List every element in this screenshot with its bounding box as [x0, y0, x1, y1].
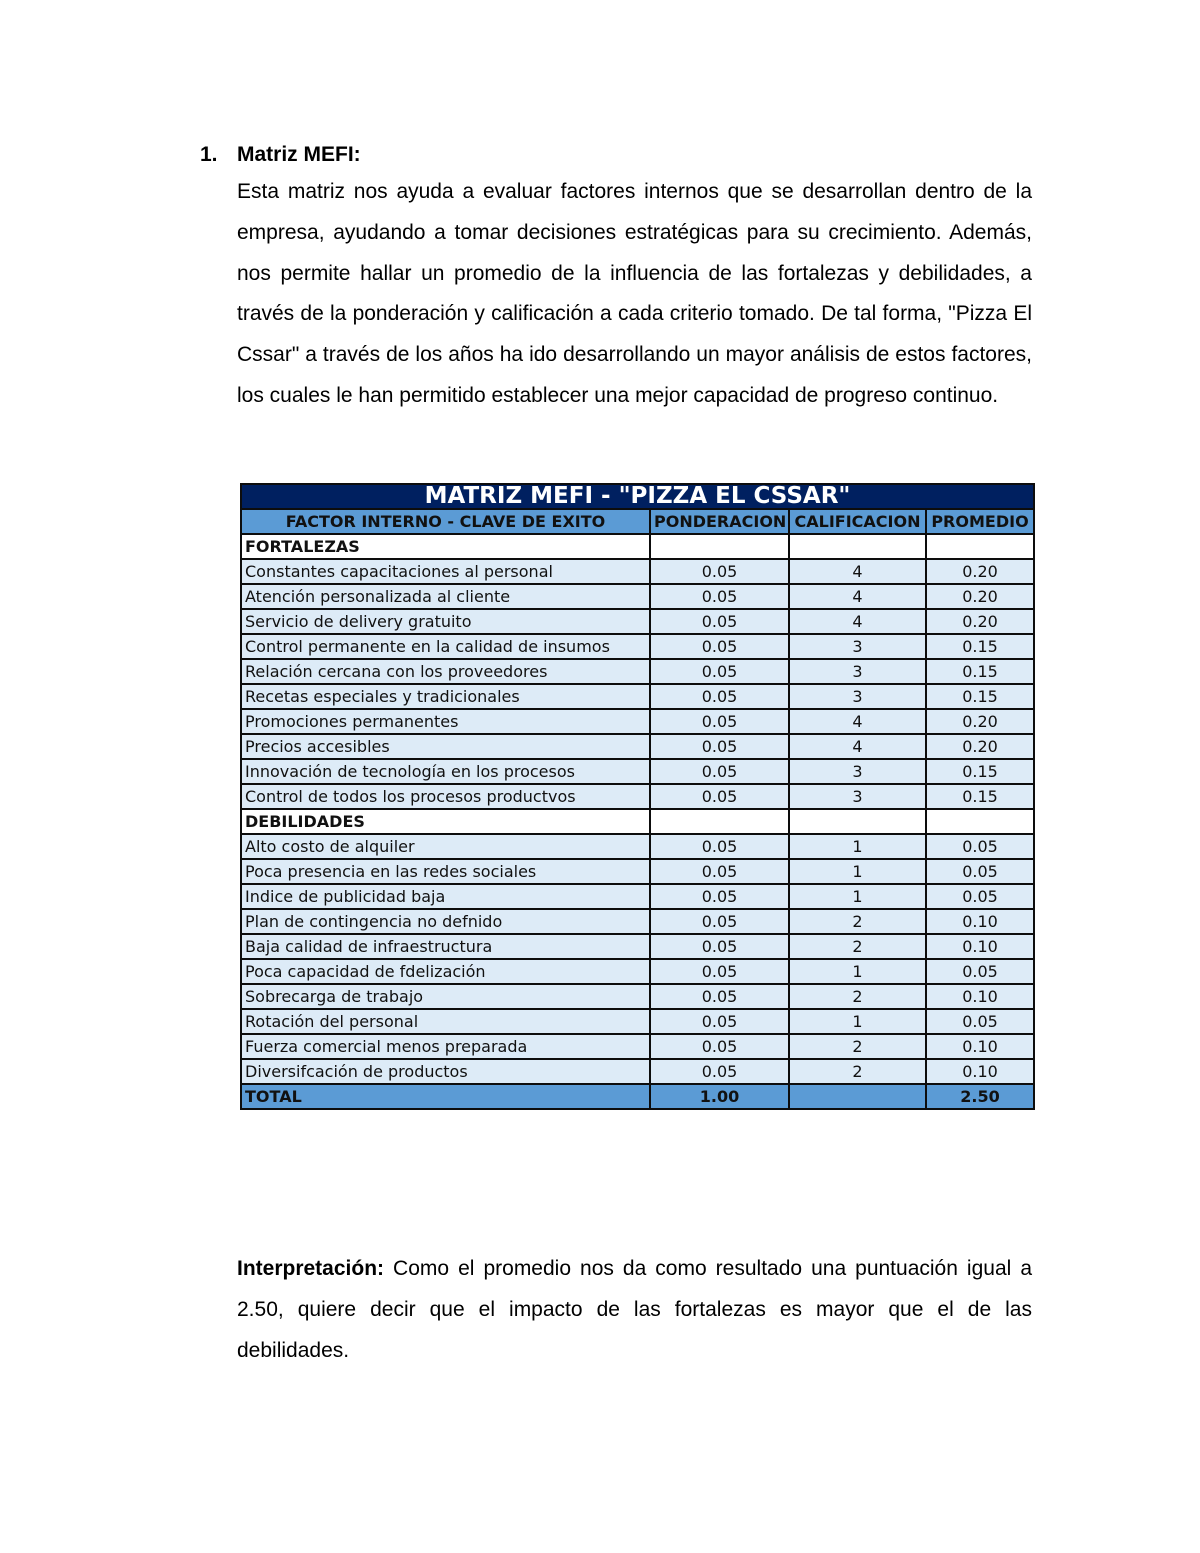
section-paragraph: Esta matriz nos ayuda a evaluar factores internos que se desarrollan dentro de la empresa, ayudando a tomar decisiones estratégicas para su crecimiento. Además, nos permite hallar un promedio de la influencia de las fortalezas y debilidades, a través de la ponderación y calificación a cada criterio tomado. De tal forma, "Pizza El Cssar" a través de los años ha ido desarrollando un mayor análisis de estos factores, los cuales le han permitido establecer una mejor capacidad de progreso continuo. [237, 180, 1032, 407]
promedio-cell: 0.05 [926, 1009, 1034, 1034]
mefi-table [240, 483, 1035, 1110]
promedio-cell: 0.05 [926, 859, 1034, 884]
calificacion-cell: 2 [789, 1059, 926, 1084]
section-title: Matriz MEFI: [237, 143, 361, 166]
table-row [241, 959, 1034, 984]
empty-cell [650, 534, 789, 559]
section-matriz-mefi [200, 138, 1032, 417]
table-row [241, 684, 1034, 709]
ponderacion-cell: 0.05 [650, 934, 789, 959]
ponderacion-cell: 0.05 [650, 984, 789, 1009]
table-row [241, 759, 1034, 784]
promedio-cell: 0.20 [926, 584, 1034, 609]
calificacion-cell: 2 [789, 934, 926, 959]
section-heading [200, 138, 1032, 172]
table-row [241, 734, 1034, 759]
table-row [241, 1034, 1034, 1059]
promedio-cell: 0.05 [926, 884, 1034, 909]
calificacion-cell: 4 [789, 559, 926, 584]
table-row [241, 834, 1034, 859]
factor-cell: Rotación del personal [241, 1009, 650, 1034]
factor-cell: Control de todos los procesos productvos [241, 784, 650, 809]
calificacion-cell: 2 [789, 909, 926, 934]
header-promedio: PROMEDIO [926, 509, 1034, 534]
calificacion-cell: 4 [789, 609, 926, 634]
ponderacion-cell: 0.05 [650, 784, 789, 809]
header-factor: FACTOR INTERNO - CLAVE DE EXITO [241, 509, 650, 534]
table-row [241, 659, 1034, 684]
calificacion-cell: 3 [789, 659, 926, 684]
empty-cell [926, 534, 1034, 559]
empty-cell [789, 809, 926, 834]
factor-cell: Indice de publicidad baja [241, 884, 650, 909]
factor-cell: Promociones permanentes [241, 709, 650, 734]
group-label: DEBILIDADES [241, 809, 650, 834]
factor-cell: Servicio de delivery gratuito [241, 609, 650, 634]
group-header-row [241, 534, 1034, 559]
calificacion-cell: 3 [789, 684, 926, 709]
ponderacion-cell: 0.05 [650, 959, 789, 984]
promedio-cell: 0.15 [926, 634, 1034, 659]
promedio-cell: 0.10 [926, 909, 1034, 934]
ponderacion-cell: 0.05 [650, 659, 789, 684]
ponderacion-cell: 0.05 [650, 609, 789, 634]
table-row [241, 584, 1034, 609]
total-row [241, 1084, 1034, 1109]
section-number: 1. [200, 143, 218, 166]
factor-cell: Innovación de tecnología en los procesos [241, 759, 650, 784]
table-row [241, 984, 1034, 1009]
factor-cell: Baja calidad de infraestructura [241, 934, 650, 959]
calificacion-cell: 1 [789, 834, 926, 859]
ponderacion-cell: 0.05 [650, 884, 789, 909]
header-ponderacion: PONDERACION [650, 509, 789, 534]
ponderacion-cell: 0.05 [650, 1059, 789, 1084]
promedio-cell: 0.20 [926, 734, 1034, 759]
factor-cell: Sobrecarga de trabajo [241, 984, 650, 1009]
empty-cell [789, 534, 926, 559]
promedio-cell: 0.15 [926, 759, 1034, 784]
factor-cell: Atención personalizada al cliente [241, 584, 650, 609]
factor-cell: Alto costo de alquiler [241, 834, 650, 859]
factor-cell: Diversifcación de productos [241, 1059, 650, 1084]
promedio-cell: 0.20 [926, 709, 1034, 734]
promedio-cell: 0.15 [926, 684, 1034, 709]
ponderacion-cell: 0.05 [650, 834, 789, 859]
table-row [241, 709, 1034, 734]
empty-cell [650, 809, 789, 834]
promedio-cell: 0.10 [926, 1034, 1034, 1059]
group-header-row [241, 809, 1034, 834]
calificacion-cell: 1 [789, 959, 926, 984]
promedio-cell: 0.15 [926, 659, 1034, 684]
total-promedio: 2.50 [926, 1084, 1034, 1109]
factor-cell: Recetas especiales y tradicionales [241, 684, 650, 709]
ponderacion-cell: 0.05 [650, 734, 789, 759]
factor-cell: Control permanente en la calidad de insumos [241, 634, 650, 659]
table-row [241, 559, 1034, 584]
factor-cell: Poca capacidad de fdelización [241, 959, 650, 984]
ponderacion-cell: 0.05 [650, 634, 789, 659]
calificacion-cell: 1 [789, 859, 926, 884]
header-calificacion: CALIFICACION [789, 509, 926, 534]
table-row [241, 909, 1034, 934]
ponderacion-cell: 0.05 [650, 1034, 789, 1059]
factor-cell: Relación cercana con los proveedores [241, 659, 650, 684]
table-row [241, 934, 1034, 959]
promedio-cell: 0.20 [926, 609, 1034, 634]
interpretation-label: Interpretación: [237, 1257, 385, 1280]
interpretation [237, 1249, 1032, 1371]
calificacion-cell: 1 [789, 1009, 926, 1034]
total-label: TOTAL [241, 1084, 650, 1109]
calificacion-cell: 4 [789, 584, 926, 609]
table-row [241, 634, 1034, 659]
calificacion-cell: 3 [789, 759, 926, 784]
table-body [241, 534, 1034, 1109]
factor-cell: Poca presencia en las redes sociales [241, 859, 650, 884]
ponderacion-cell: 0.05 [650, 684, 789, 709]
promedio-cell: 0.10 [926, 934, 1034, 959]
total-calificacion [789, 1084, 926, 1109]
factor-cell: Fuerza comercial menos preparada [241, 1034, 650, 1059]
factor-cell: Constantes capacitaciones al personal [241, 559, 650, 584]
factor-cell: Plan de contingencia no defnido [241, 909, 650, 934]
group-label: FORTALEZAS [241, 534, 650, 559]
ponderacion-cell: 0.05 [650, 584, 789, 609]
empty-cell [926, 809, 1034, 834]
interpretation-text: Como el promedio nos da como resultado una puntuación igual a 2.50, quiere decir que el impacto de las fortalezas es mayor que el de las debilidades. [237, 1257, 1032, 1362]
ponderacion-cell: 0.05 [650, 759, 789, 784]
table-title: MATRIZ MEFI - "PIZZA EL CSSAR" [241, 484, 1034, 509]
promedio-cell: 0.20 [926, 559, 1034, 584]
promedio-cell: 0.10 [926, 1059, 1034, 1084]
calificacion-cell: 2 [789, 1034, 926, 1059]
promedio-cell: 0.10 [926, 984, 1034, 1009]
calificacion-cell: 2 [789, 984, 926, 1009]
ponderacion-cell: 0.05 [650, 559, 789, 584]
table-row [241, 1059, 1034, 1084]
promedio-cell: 0.05 [926, 834, 1034, 859]
promedio-cell: 0.15 [926, 784, 1034, 809]
calificacion-cell: 4 [789, 734, 926, 759]
table-row [241, 784, 1034, 809]
calificacion-cell: 4 [789, 709, 926, 734]
ponderacion-cell: 0.05 [650, 1009, 789, 1034]
table-row [241, 859, 1034, 884]
calificacion-cell: 3 [789, 634, 926, 659]
ponderacion-cell: 0.05 [650, 859, 789, 884]
table-row [241, 884, 1034, 909]
ponderacion-cell: 0.05 [650, 909, 789, 934]
factor-cell: Precios accesibles [241, 734, 650, 759]
total-ponderacion: 1.00 [650, 1084, 789, 1109]
promedio-cell: 0.05 [926, 959, 1034, 984]
calificacion-cell: 1 [789, 884, 926, 909]
calificacion-cell: 3 [789, 784, 926, 809]
table-row [241, 609, 1034, 634]
mefi-table-container [240, 483, 1033, 1110]
table-row [241, 1009, 1034, 1034]
ponderacion-cell: 0.05 [650, 709, 789, 734]
